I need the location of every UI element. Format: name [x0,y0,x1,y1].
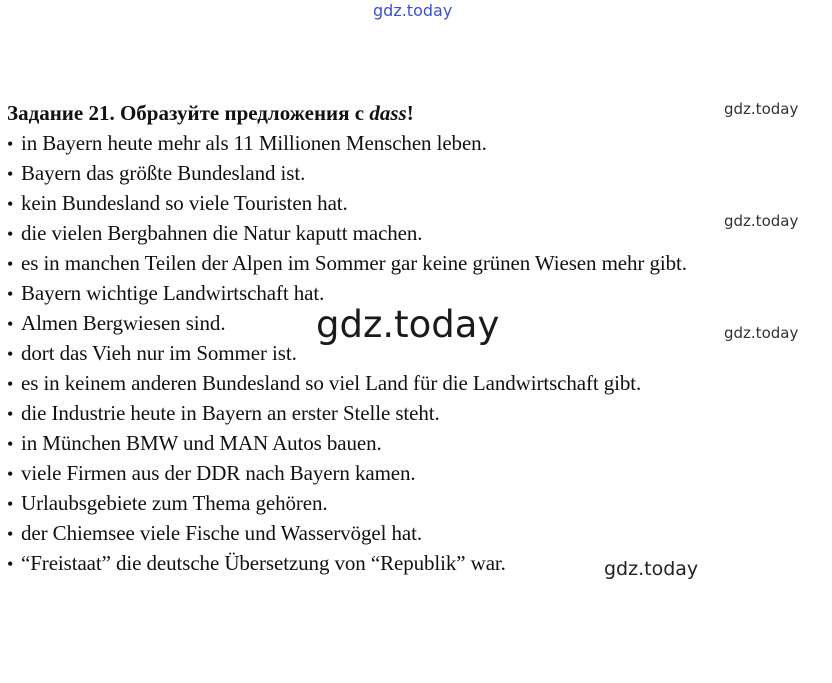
bullet-icon: • [7,224,14,244]
sentence-item [7,128,832,158]
bullet-icon: • [7,404,14,424]
sentence-text: es in manchen Teilen der Alpen im Sommer gar keine grünen Wiesen mehr gibt. [21,251,687,275]
sentence-item [7,398,832,428]
watermark-center: gdz.today [316,303,500,346]
sentence-item [7,518,832,548]
bullet-icon: • [7,134,14,154]
bullet-icon: • [7,314,14,334]
sentence-item [7,458,832,488]
sentence-text: der Chiemsee viele Fische und Wasservögel hat. [21,521,422,545]
sentence-text: viele Firmen aus der DDR nach Bayern kamen. [21,461,416,485]
sentence-text: Urlaubsgebiete zum Thema gehören. [21,491,328,515]
bullet-icon: • [7,284,14,304]
watermark-right-1: gdz.today [724,100,799,118]
sentence-item [7,218,832,248]
bullet-icon: • [7,254,14,274]
bullet-icon: • [7,344,14,364]
sentence-item [7,188,832,218]
sentence-item [7,428,832,458]
sentence-text: in Bayern heute mehr als 11 Millionen Menschen leben. [21,131,487,155]
sentence-item [7,548,832,578]
title-suffix: ! [406,101,414,125]
sentence-text: Bayern das größte Bundesland ist. [21,161,306,185]
bullet-icon: • [7,434,14,454]
bullet-icon: • [7,464,14,484]
title-prefix: Задание 21. Образуйте предложения с [7,101,370,125]
sentence-text: dort das Vieh nur im Sommer ist. [21,341,297,365]
watermark-right-2: gdz.today [724,212,799,230]
bullet-icon: • [7,194,14,214]
sentence-text: Bayern wichtige Landwirtschaft hat. [21,281,325,305]
sentence-text: die Industrie heute in Bayern an erster Stelle steht. [21,401,440,425]
watermark-right-3: gdz.today [724,324,799,342]
sentence-list [7,128,832,578]
bullet-icon: • [7,494,14,514]
title-keyword: dass [369,101,407,125]
watermark-top: gdz.today [373,1,453,20]
sentence-item [7,158,832,188]
sentence-text: es in keinem anderen Bundesland so viel Land für die Landwirtschaft gibt. [21,371,642,395]
bullet-icon: • [7,374,14,394]
sentence-text: in München BMW und MAN Autos bauen. [21,431,382,455]
sentence-text: Almen Bergwiesen sind. [21,311,226,335]
watermark-bottom: gdz.today [604,558,699,580]
exercise-title [7,98,832,128]
sentence-item [7,248,832,278]
sentence-item [7,488,832,518]
sentence-text: die vielen Bergbahnen die Natur kaputt machen. [21,221,423,245]
bullet-icon: • [7,554,14,574]
sentence-text: “Freistaat” die deutsche Übersetzung von “Republik” war. [21,551,506,575]
sentence-text: kein Bundesland so viele Touristen hat. [21,191,348,215]
sentence-item [7,368,832,398]
bullet-icon: • [7,524,14,544]
bullet-icon: • [7,164,14,184]
